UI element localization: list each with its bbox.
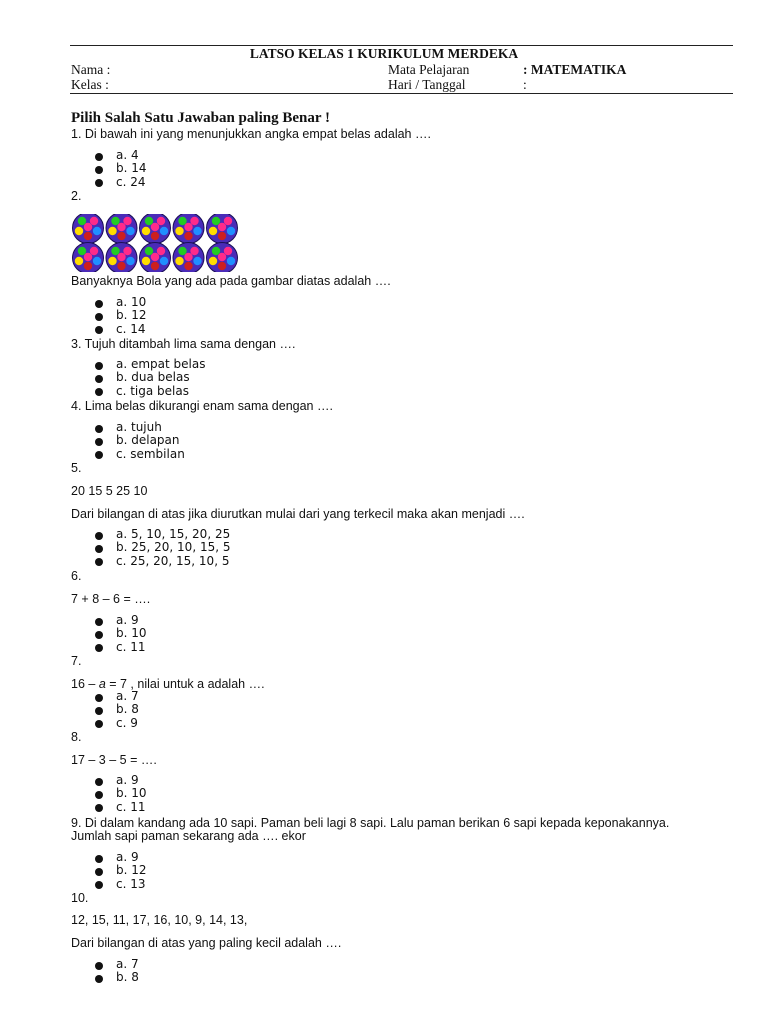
option-10a[interactable]: a. 7	[94, 958, 139, 971]
option-8c[interactable]: c. 11	[94, 801, 147, 814]
option-8a[interactable]: a. 9	[94, 774, 147, 787]
question-10-number: 10.	[71, 891, 89, 905]
question-9-line-2: Jumlah sapi paman sekarang ada …. ekor	[71, 829, 306, 843]
option-5a[interactable]: a. 5, 10, 15, 20, 25	[94, 528, 230, 541]
option-7b[interactable]: b. 8	[94, 703, 139, 716]
soccer-ball-icon	[73, 214, 104, 244]
question-9-options	[94, 851, 147, 891]
question-4-text: 4. Lima belas dikurangi enam sama dengan ….	[71, 399, 333, 413]
soccer-ball-icon	[106, 214, 137, 244]
soccer-ball-icon	[140, 214, 171, 244]
option-9c[interactable]: c. 13	[94, 878, 147, 891]
option-7a[interactable]: a. 7	[94, 690, 139, 703]
soccer-ball-icon	[207, 214, 238, 244]
question-2-options	[94, 296, 147, 336]
nama-label: Nama :	[71, 62, 111, 77]
question-7-variable: a	[98, 677, 106, 691]
question-10-options	[94, 958, 139, 985]
hari-value: :	[523, 77, 527, 92]
question-5-options	[94, 528, 230, 568]
option-5b[interactable]: b. 25, 20, 10, 15, 5	[94, 541, 230, 554]
option-1a[interactable]: a. 4	[94, 149, 147, 162]
question-2-number: 2.	[71, 189, 82, 203]
question-3-options	[94, 358, 205, 398]
option-4c[interactable]: c. sembilan	[94, 448, 185, 461]
question-6-text: 7 + 8 – 6 = ….	[71, 592, 151, 606]
option-3a[interactable]: a. empat belas	[94, 358, 205, 371]
option-1b[interactable]: b. 14	[94, 162, 147, 175]
question-7-prefix: 16 –	[71, 677, 99, 691]
option-9b[interactable]: b. 12	[94, 864, 147, 877]
soccer-ball-icon	[173, 243, 204, 273]
soccer-ball-icon	[73, 243, 104, 273]
question-7-options	[94, 690, 139, 730]
kelas-label: Kelas :	[71, 77, 109, 92]
soccer-balls-image	[72, 214, 238, 272]
soccer-ball-icon	[106, 243, 137, 273]
option-3c[interactable]: c. tiga belas	[94, 385, 205, 398]
soccer-ball-icon	[207, 243, 238, 273]
header-bottom-rule	[70, 93, 733, 94]
option-7c[interactable]: c. 9	[94, 717, 139, 730]
option-5c[interactable]: c. 25, 20, 15, 10, 5	[94, 555, 230, 568]
question-7-suffix: = 7 , nilai untuk a adalah ….	[105, 677, 265, 691]
question-1-options	[94, 149, 147, 189]
option-4b[interactable]: b. delapan	[94, 434, 185, 447]
option-9a[interactable]: a. 9	[94, 851, 147, 864]
soccer-ball-icon	[173, 214, 204, 244]
option-6c[interactable]: c. 11	[94, 641, 147, 654]
mapel-label: Mata Pelajaran	[388, 62, 470, 77]
option-2b[interactable]: b. 12	[94, 309, 147, 322]
question-5-numbers: 20 15 5 25 10	[71, 484, 148, 498]
question-5-number: 5.	[71, 461, 82, 475]
question-8-number: 8.	[71, 730, 82, 744]
hari-label: Hari / Tanggal	[388, 77, 466, 92]
instruction-heading: Pilih Salah Satu Jawaban paling Benar !	[71, 110, 330, 126]
page-title: LATSO KELAS 1 KURIKULUM MERDEKA	[249, 46, 519, 61]
option-3b[interactable]: b. dua belas	[94, 371, 205, 384]
question-5-text: Dari bilangan di atas jika diurutkan mulai dari yang terkecil maka akan menjadi ….	[71, 507, 525, 521]
question-7-text	[71, 677, 265, 691]
option-2c[interactable]: c. 14	[94, 323, 147, 336]
question-3-text: 3. Tujuh ditambah lima sama dengan ….	[71, 337, 296, 351]
question-2-text: Banyaknya Bola yang ada pada gambar diatas adalah ….	[71, 274, 391, 288]
question-10-text: Dari bilangan di atas yang paling kecil adalah ….	[71, 936, 342, 950]
mapel-value: : MATEMATIKA	[523, 62, 627, 77]
option-6a[interactable]: a. 9	[94, 614, 147, 627]
option-8b[interactable]: b. 10	[94, 787, 147, 800]
soccer-ball-icon	[140, 243, 171, 273]
question-10-numbers: 12, 15, 11, 17, 16, 10, 9, 14, 13,	[71, 913, 248, 927]
option-2a[interactable]: a. 10	[94, 296, 147, 309]
question-4-options	[94, 421, 185, 461]
question-9-line-1: 9. Di dalam kandang ada 10 sapi. Paman beli lagi 8 sapi. Lalu paman berikan 6 sapi kepada keponakannya.	[71, 816, 670, 830]
option-10b[interactable]: b. 8	[94, 971, 139, 984]
question-6-options	[94, 614, 147, 654]
question-1-text: 1. Di bawah ini yang menunjukkan angka empat belas adalah ….	[71, 127, 431, 141]
option-4a[interactable]: a. tujuh	[94, 421, 185, 434]
question-8-options	[94, 774, 147, 814]
question-7-number: 7.	[71, 654, 82, 668]
question-6-number: 6.	[71, 569, 82, 583]
option-1c[interactable]: c. 24	[94, 176, 147, 189]
question-8-text: 17 – 3 – 5 = ….	[71, 753, 157, 767]
option-6b[interactable]: b. 10	[94, 627, 147, 640]
